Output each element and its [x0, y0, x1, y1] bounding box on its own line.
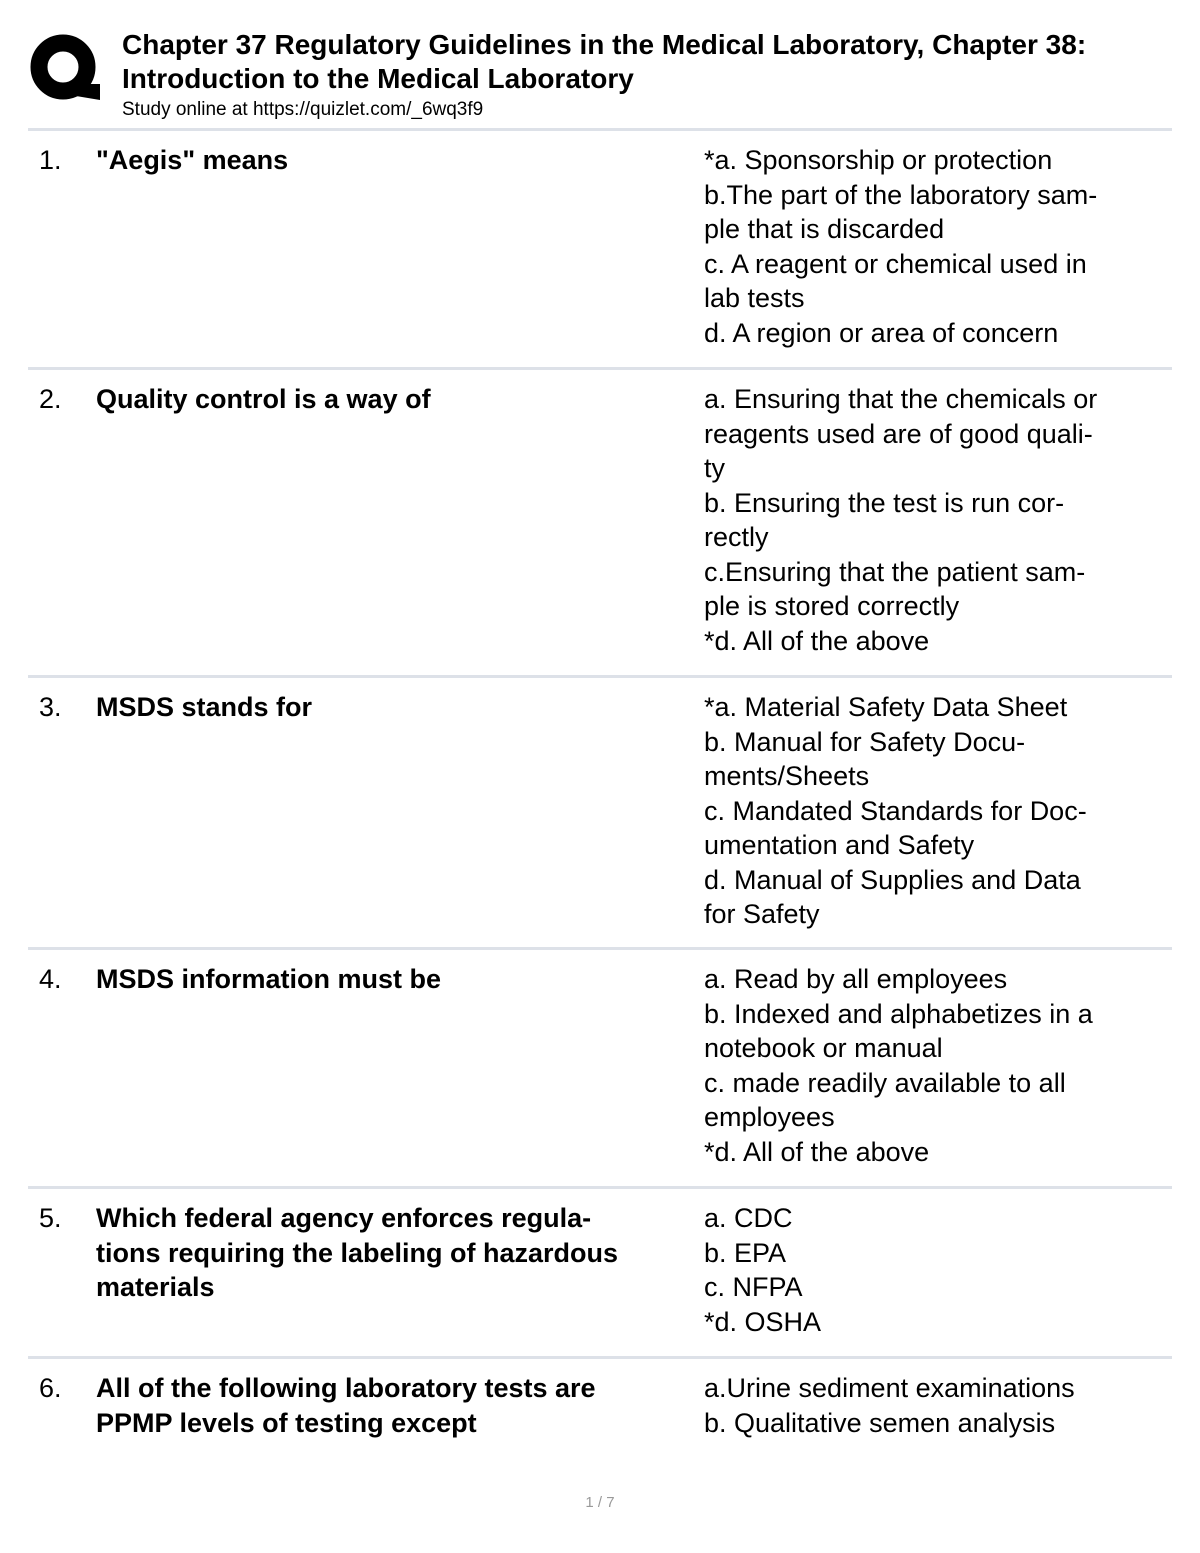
card-number: 6. [39, 1373, 62, 1403]
card-term [96, 143, 702, 178]
term-line: MSDS information must be [96, 964, 442, 994]
definition-line: b. Indexed and alphabetizes in a [704, 998, 1093, 1029]
definition-line: umentation and Safety [704, 830, 975, 860]
definition-line: b. Qualitative semen analysis [704, 1407, 1056, 1438]
card-1 [28, 131, 1172, 367]
definition-line: employees [704, 1102, 835, 1132]
definition-line: c.Ensuring that the patient sam- [704, 556, 1086, 587]
card-number: 4. [39, 964, 62, 994]
card-number: 1. [39, 145, 62, 175]
card-3 [28, 678, 1172, 947]
definition-line: reagents used are of good quali- [704, 418, 1093, 449]
card-definition [704, 143, 1164, 350]
definition-line: ple that is discarded [704, 214, 945, 244]
definition-line: d. A region or area of concern [704, 317, 1059, 348]
term-line: PPMP levels of testing except [96, 1407, 477, 1438]
quizlet-logo-icon [30, 32, 102, 104]
study-online-link[interactable]: Study online at https://quizlet.com/_6wq3f9 [122, 99, 484, 120]
definition-line: b.The part of the laboratory sam- [704, 179, 1098, 210]
card-5 [28, 1189, 1172, 1356]
card-2 [28, 370, 1172, 675]
page-title-line-2: Introduction to the Medical Laboratory [122, 63, 634, 94]
definition-line: b. Ensuring the test is run cor- [704, 487, 1065, 518]
card-definition [704, 962, 1164, 1169]
card-number: 5. [39, 1203, 62, 1233]
card-4 [28, 950, 1172, 1186]
card-term [96, 1201, 702, 1305]
definition-line: c. made readily available to all [704, 1067, 1066, 1098]
definition-line: lab tests [704, 283, 805, 313]
term-line: Which federal agency enforces regula- [96, 1203, 592, 1233]
definition-line: *d. All of the above [704, 1136, 930, 1167]
definition-line: for Safety [704, 899, 820, 929]
term-line: MSDS stands for [96, 692, 313, 722]
flashcard-list [28, 128, 1172, 1459]
definition-line: *d. All of the above [704, 625, 930, 656]
card-term [96, 690, 702, 725]
definition-line: notebook or manual [704, 1033, 943, 1063]
definition-line: b. Manual for Safety Docu- [704, 726, 1026, 757]
card-definition [704, 1371, 1164, 1440]
card-term [96, 1371, 702, 1440]
definition-line: a.Urine sediment examinations [704, 1373, 1075, 1403]
definition-line: a. Ensuring that the chemicals or [704, 384, 1098, 414]
definition-line: a. Read by all employees [704, 964, 1008, 994]
header [122, 28, 1200, 122]
term-line: materials [96, 1272, 215, 1302]
term-line: tions requiring the labeling of hazardous [96, 1237, 619, 1268]
card-definition [704, 1201, 1164, 1339]
term-line: "Aegis" means [96, 145, 289, 175]
definition-line: b. EPA [704, 1237, 787, 1268]
definition-line: *a. Material Safety Data Sheet [704, 692, 1068, 722]
definition-line: c. A reagent or chemical used in [704, 248, 1087, 279]
term-line: Quality control is a way of [96, 384, 431, 414]
definition-line: *d. OSHA [704, 1306, 822, 1337]
definition-line: ple is stored correctly [704, 591, 960, 621]
card-term [96, 962, 702, 997]
card-term [96, 382, 702, 417]
definition-line: d. Manual of Supplies and Data [704, 864, 1081, 895]
definition-line: ments/Sheets [704, 761, 870, 791]
card-6 [28, 1359, 1172, 1459]
card-number: 2. [39, 384, 62, 414]
page-title-line-1: Chapter 37 Regulatory Guidelines in the Medical Laboratory, Chapter 38: [122, 29, 1087, 60]
definition-line: ty [704, 453, 726, 483]
card-definition [704, 690, 1164, 932]
definition-line: c. Mandated Standards for Doc- [704, 795, 1087, 826]
definition-line: c. NFPA [704, 1272, 803, 1302]
term-line: All of the following laboratory tests are [96, 1373, 596, 1403]
definition-line: a. CDC [704, 1203, 793, 1233]
card-definition [704, 382, 1164, 658]
page-indicator: 1 / 7 [585, 1494, 615, 1511]
card-number: 3. [39, 692, 62, 722]
definition-line: rectly [704, 522, 769, 552]
definition-line: *a. Sponsorship or protection [704, 145, 1053, 175]
